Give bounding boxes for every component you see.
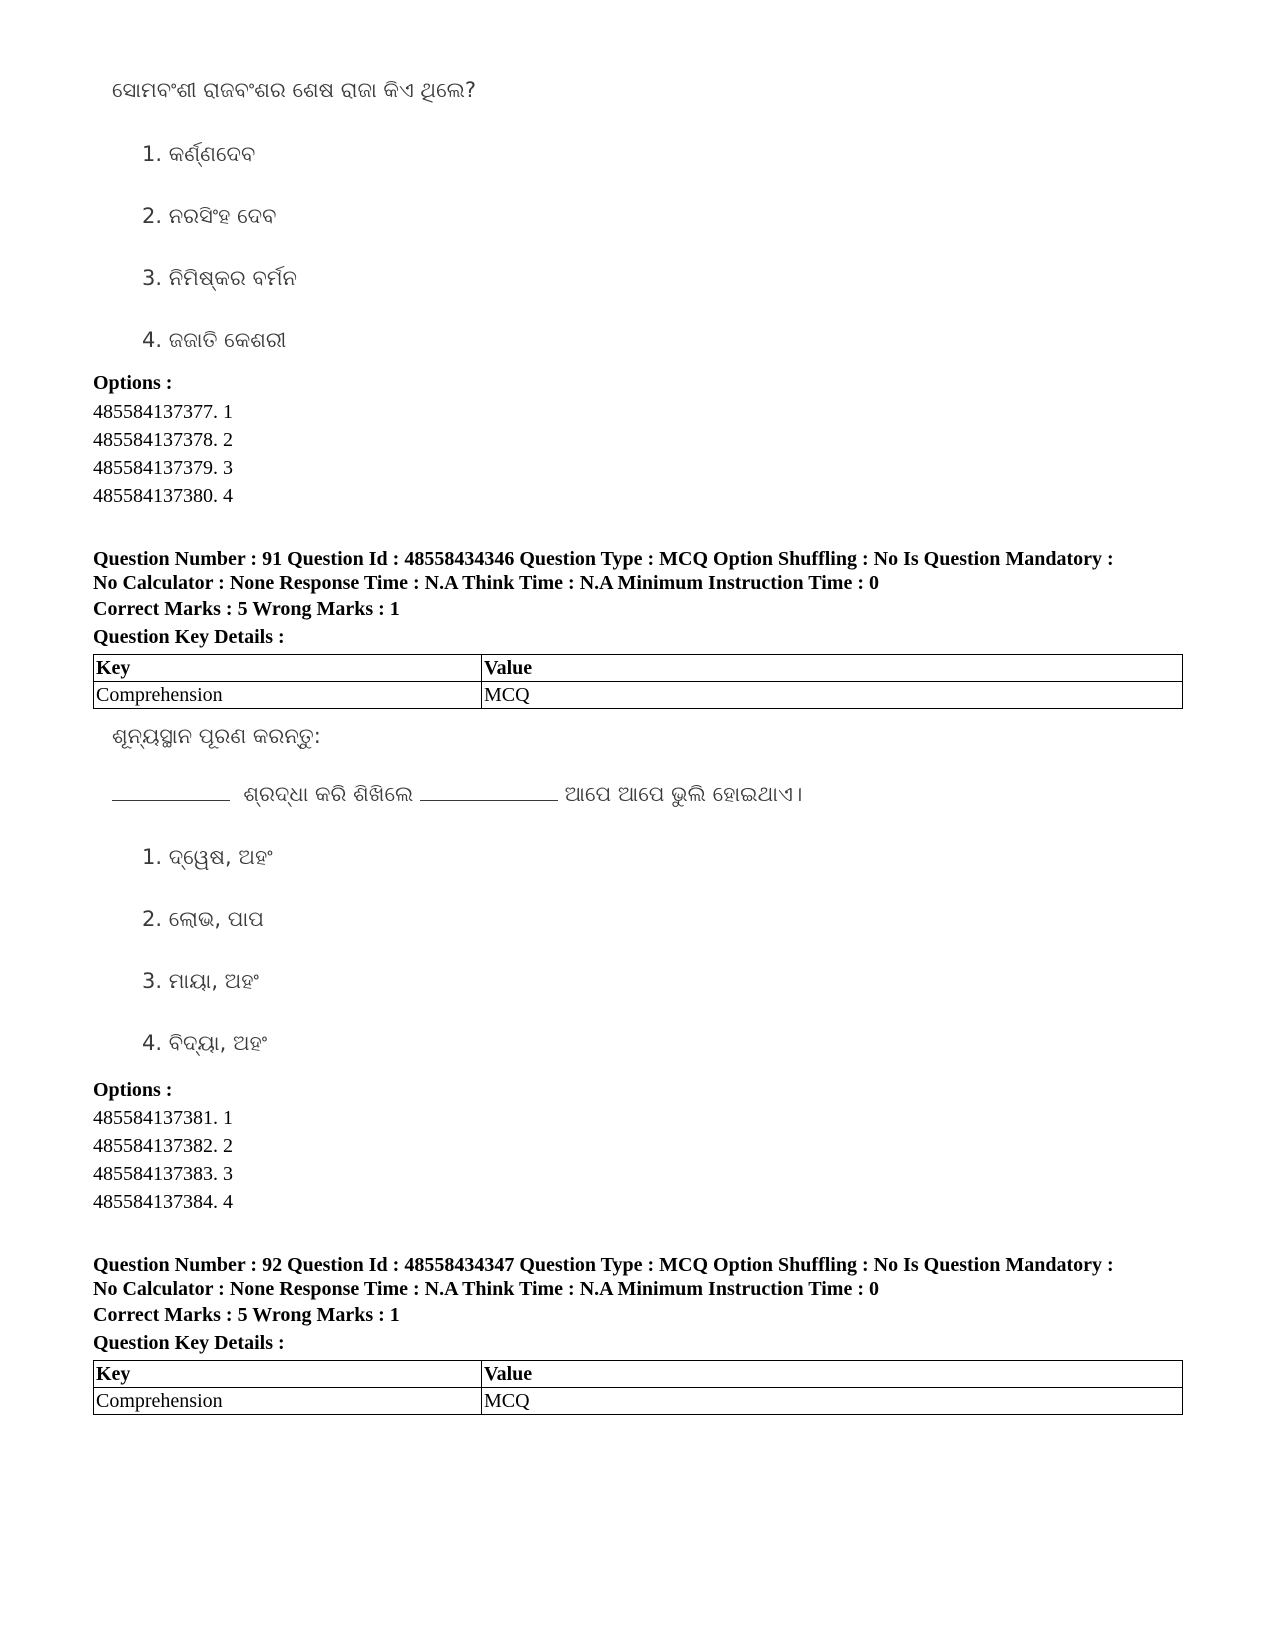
question-90-choice-4: 4. ଜଜାତି କେଶରୀ (142, 328, 287, 352)
option-id: 485584137379. 3 (93, 457, 233, 479)
table-cell-value: MCQ (482, 1388, 1183, 1415)
option-id: 485584137381. 1 (93, 1107, 233, 1129)
question-91-choice-1: 1. ଦ୍ୱେଷ, ଅହଂ (142, 845, 273, 869)
table-row (94, 1388, 1183, 1415)
blank-line (420, 782, 558, 801)
question-91-choice-3: 3. ମାୟା, ଅହଂ (142, 969, 259, 993)
table-header-value: Value (482, 655, 1183, 682)
question-92-key-details-label: Question Key Details : (93, 1332, 285, 1354)
question-meta-line: No Calculator : None Response Time : N.A Think Time : N.A Minimum Instruction Time : 0 (93, 572, 879, 594)
table-header-row (94, 655, 1183, 682)
option-id: 485584137384. 4 (93, 1191, 233, 1213)
table-header-value: Value (482, 1361, 1183, 1388)
options-label: Options : (93, 1079, 173, 1101)
question-92-marks: Correct Marks : 5 Wrong Marks : 1 (93, 1304, 400, 1326)
question-91-key-details-label: Question Key Details : (93, 626, 285, 648)
table-cell-key: Comprehension (94, 1388, 482, 1415)
question-90-choice-2: 2. ନରସିଂହ ଦେବ (142, 204, 277, 228)
sentence-part: ଶ୍ରଦ୍ଧା କରି ଶିଖିଲେ (243, 782, 414, 806)
table-cell-key: Comprehension (94, 682, 482, 709)
blank-line (112, 782, 230, 801)
question-91-choice-2: 2. ଲୋଭ, ପାପ (142, 907, 264, 931)
option-id: 485584137383. 3 (93, 1163, 233, 1185)
question-91-key-table (93, 654, 1183, 709)
table-header-key: Key (94, 1361, 482, 1388)
question-92-key-table (93, 1360, 1183, 1415)
question-91-marks: Correct Marks : 5 Wrong Marks : 1 (93, 598, 400, 620)
sentence-part: ଆପେ ଆପେ ଭୁଲି ହୋଇଥାଏ। (564, 782, 803, 806)
table-row (94, 682, 1183, 709)
question-meta-line: Question Number : 91 Question Id : 48558434346 Question Type : MCQ Option Shuffling : No Is Question Mandatory : (93, 548, 1114, 570)
question-meta-line: No Calculator : None Response Time : N.A Think Time : N.A Minimum Instruction Time : 0 (93, 1278, 879, 1300)
question-91-choice-4: 4. ବିଦ୍ୟା, ଅହଂ (142, 1031, 268, 1055)
table-header-row (94, 1361, 1183, 1388)
options-label: Options : (93, 372, 173, 394)
question-92-meta (93, 1253, 1193, 1301)
question-90-stem: ସୋମବଂଶୀ ରାଜବଂଶର ଶେଷ ରାଜା କିଏ ଥିଲେ? (112, 78, 477, 102)
table-header-key: Key (94, 655, 482, 682)
option-id: 485584137382. 2 (93, 1135, 233, 1157)
table-cell-value: MCQ (482, 682, 1183, 709)
option-id: 485584137380. 4 (93, 485, 233, 507)
option-id: 485584137377. 1 (93, 401, 233, 423)
question-91-meta (93, 547, 1193, 595)
question-90-choice-1: 1. କର୍ଣ୍ଣଦେବ (142, 142, 256, 166)
option-id: 485584137378. 2 (93, 429, 233, 451)
question-91-sentence (112, 782, 802, 807)
question-91-instruction: ଶୂନ୍ୟସ୍ଥାନ ପୂରଣ କରନ୍ତୁ: (112, 724, 321, 748)
question-meta-line: Question Number : 92 Question Id : 48558434347 Question Type : MCQ Option Shuffling : No Is Question Mandatory : (93, 1254, 1114, 1276)
question-90-choice-3: 3. ନିମିଷ୍କର ବର୍ମନ (142, 266, 297, 290)
